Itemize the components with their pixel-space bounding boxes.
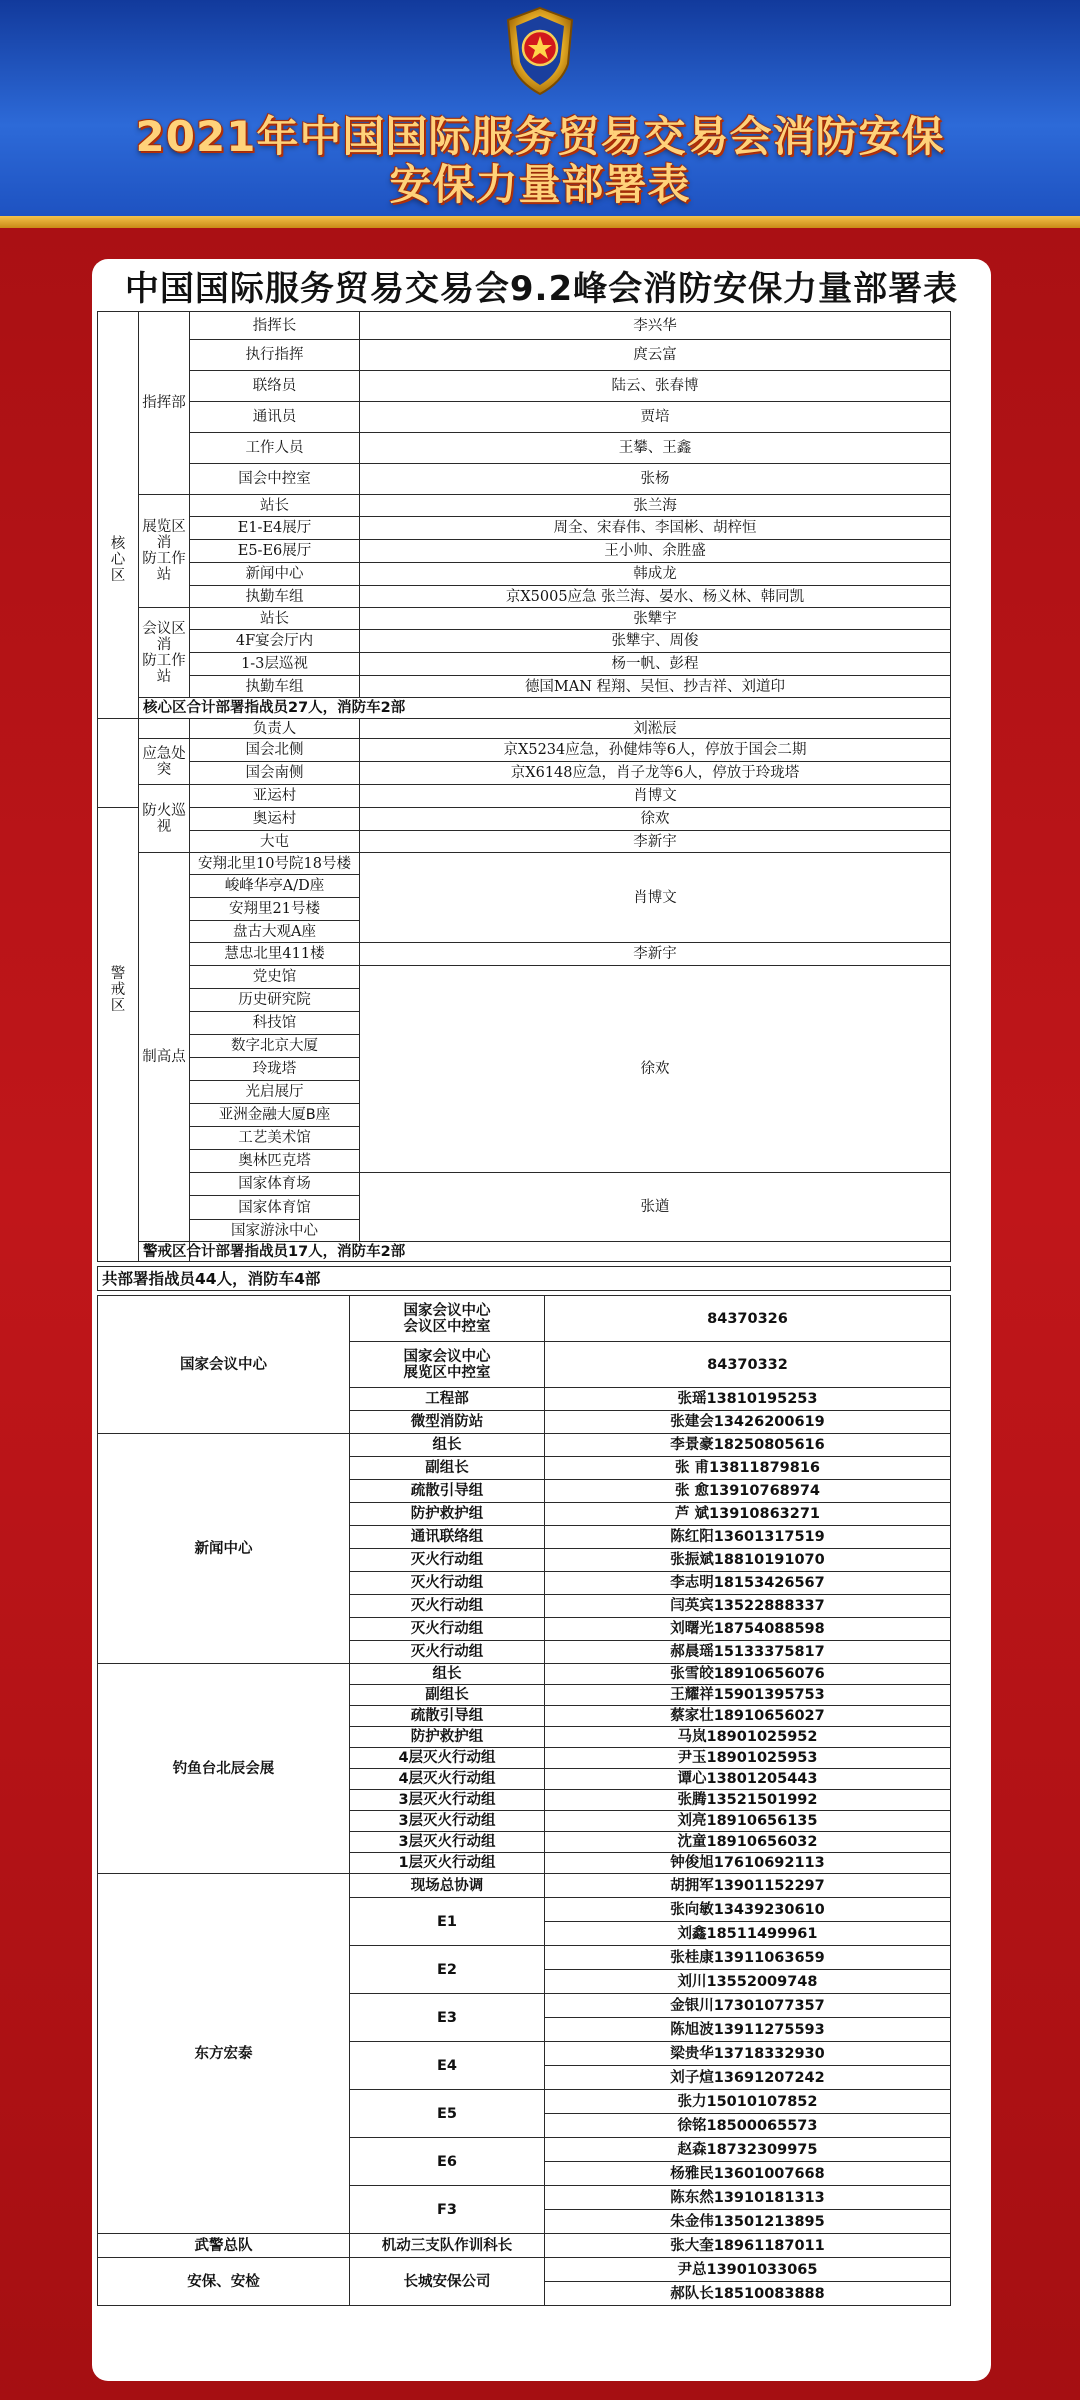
- fire-rescue-emblem-icon: [502, 6, 578, 96]
- personnel-value: 周全、宋春伟、李国彬、胡梓恒: [359, 516, 951, 540]
- position-label: 通讯员: [189, 401, 360, 433]
- group-label: 会议区消 防工作站: [138, 607, 190, 698]
- personnel-value: 韩成龙: [359, 562, 951, 586]
- position-label: 党史馆: [189, 965, 360, 989]
- contact-role: 微型消防站: [349, 1410, 545, 1434]
- contact-value: 张建会13426200619: [544, 1410, 951, 1434]
- contact-group-label: 武警总队: [97, 2233, 350, 2258]
- header-title-line-1: 2021年中国国际服务贸易交易会消防安保: [135, 112, 945, 161]
- contact-value: 赵森18732309975: [544, 2137, 951, 2162]
- document-title: 中国国际服务贸易交易会9.2峰会消防安保力量部署表: [124, 269, 959, 309]
- position-label: 慧忠北里411楼: [189, 942, 360, 966]
- deployment-table: [92, 259, 991, 2381]
- group-label: 应急处突: [138, 738, 190, 785]
- contact-value: 陈东然13910181313: [544, 2185, 951, 2210]
- contact-value: 郝晨瑶15133375817: [544, 1640, 951, 1664]
- deployment-table-card: [92, 259, 991, 2381]
- position-label: 盘古大观A座: [189, 920, 360, 943]
- contact-role: 3层灭火行动组: [349, 1831, 545, 1853]
- header-title-line-2: 安保力量部署表: [389, 160, 691, 209]
- contact-group-label: 东方宏泰: [97, 1873, 350, 2234]
- contact-value: 郝队长18510083888: [544, 2281, 951, 2306]
- personnel-value: 李兴华: [359, 311, 951, 340]
- contact-group-label: 钓鱼台北辰会展: [97, 1663, 350, 1874]
- position-label: 历史研究院: [189, 988, 360, 1012]
- contact-role: E5: [349, 2089, 545, 2138]
- subtotal-row: 核心区合计部署指战员27人，消防车2部: [138, 697, 951, 719]
- position-label: 执勤车组: [189, 675, 360, 698]
- contact-role: 国家会议中心 展览区中控室: [349, 1341, 545, 1388]
- position-label: 国家游泳中心: [189, 1219, 360, 1242]
- contact-value: 杨雅民13601007668: [544, 2161, 951, 2186]
- position-label: 峻峰华亭A/D座: [189, 874, 360, 898]
- contact-value: 谭心13801205443: [544, 1768, 951, 1790]
- personnel-value: 张兰海: [359, 494, 951, 517]
- contact-value: 胡拥军13901152297: [544, 1873, 951, 1898]
- contact-role: 疏散引导组: [349, 1705, 545, 1727]
- contact-role: 灭火行动组: [349, 1571, 545, 1595]
- position-label: 国会南侧: [189, 761, 360, 785]
- position-label: 国家体育馆: [189, 1195, 360, 1220]
- contact-value: 张大奎18961187011: [544, 2233, 951, 2258]
- contact-value: 尹总13901033065: [544, 2257, 951, 2282]
- position-label: 执勤车组: [189, 585, 360, 608]
- contact-role: E1: [349, 1897, 545, 1946]
- contact-role: 组长: [349, 1433, 545, 1457]
- contact-role: 工程部: [349, 1387, 545, 1411]
- position-label: 执行指挥: [189, 339, 360, 371]
- personnel-value: 肖博文: [359, 784, 951, 808]
- contact-value: 闫英宾13522888337: [544, 1594, 951, 1618]
- position-label: 玲珑塔: [189, 1057, 360, 1081]
- position-label: 指挥长: [189, 311, 360, 340]
- contact-role: 防护救护组: [349, 1502, 545, 1526]
- contact-role: 4层灭火行动组: [349, 1747, 545, 1769]
- contact-role: 机动三支队作训科长: [349, 2233, 545, 2258]
- contact-value: 王耀祥15901395753: [544, 1684, 951, 1706]
- contact-role: 副组长: [349, 1684, 545, 1706]
- contact-value: 陈红阳13601317519: [544, 1525, 951, 1549]
- zone-label: 核 心 区: [97, 311, 139, 808]
- personnel-value: 张犨宇: [359, 607, 951, 630]
- position-label: 安翔里21号楼: [189, 897, 360, 921]
- position-label: 站长: [189, 607, 360, 630]
- position-label: 国会北侧: [189, 738, 360, 762]
- contact-value: 朱金伟13501213895: [544, 2209, 951, 2234]
- position-label: E5-E6展厅: [189, 539, 360, 563]
- contact-value: 刘川13552009748: [544, 1969, 951, 1994]
- position-label: 科技馆: [189, 1011, 360, 1035]
- contact-value: 刘亮18910656135: [544, 1810, 951, 1832]
- personnel-value: 李新宇: [359, 830, 951, 853]
- contact-value: 马岚18901025952: [544, 1726, 951, 1748]
- contact-role: 4层灭火行动组: [349, 1768, 545, 1790]
- contact-role: 灭火行动组: [349, 1548, 545, 1572]
- contact-value: 刘子煊13691207242: [544, 2065, 951, 2090]
- contact-role: 长城安保公司: [349, 2257, 545, 2306]
- contact-value: 张 愈13910768974: [544, 1479, 951, 1503]
- contact-value: 刘鑫18511499961: [544, 1921, 951, 1946]
- contact-value: 芦 斌13910863271: [544, 1502, 951, 1526]
- contact-role: 灭火行动组: [349, 1617, 545, 1641]
- contact-role: 现场总协调: [349, 1873, 545, 1898]
- personnel-value: 京X5005应急 张兰海、晏水、杨义林、韩同凯: [359, 585, 951, 608]
- contact-value: 金银川17301077357: [544, 1993, 951, 2018]
- total-summary-row: 共部署指战员44人，消防车4部: [97, 1266, 951, 1291]
- group-label: 制高点: [138, 852, 190, 1262]
- contact-value: 张雪皎18910656076: [544, 1663, 951, 1685]
- header-banner: [0, 0, 1080, 228]
- contact-value: 钟俊旭17610692113: [544, 1852, 951, 1874]
- contact-value: 张力15010107852: [544, 2089, 951, 2114]
- personnel-value: 王小帅、余胜盛: [359, 539, 951, 563]
- contact-role: E3: [349, 1993, 545, 2042]
- contact-value: 张振斌18810191070: [544, 1548, 951, 1572]
- contact-role: 3层灭火行动组: [349, 1789, 545, 1811]
- contact-value: 张 甫13811879816: [544, 1456, 951, 1480]
- position-label: 安翔北里10号院18号楼: [189, 852, 360, 875]
- contact-group-label: 新闻中心: [97, 1433, 350, 1664]
- position-label: 奥林匹克塔: [189, 1149, 360, 1173]
- personnel-value: 德国MAN 程翔、吴恒、抄吉祥、刘道印: [359, 675, 951, 698]
- contact-role: E4: [349, 2041, 545, 2090]
- contact-value: 84370332: [544, 1341, 951, 1388]
- personnel-value: 刘淞辰: [359, 718, 951, 739]
- contact-role: 组长: [349, 1663, 545, 1685]
- contact-role: 灭火行动组: [349, 1640, 545, 1664]
- contact-value: 李志明18153426567: [544, 1571, 951, 1595]
- contact-value: 蔡家壮18910656027: [544, 1705, 951, 1727]
- personnel-value: 张遒: [359, 1172, 951, 1242]
- personnel-value: 京X6148应急，肖子龙等6人，停放于玲珑塔: [359, 761, 951, 785]
- position-label: E1-E4展厅: [189, 516, 360, 540]
- contact-role: E2: [349, 1945, 545, 1994]
- position-label: 负责人: [189, 718, 360, 739]
- personnel-value: 徐欢: [359, 807, 951, 831]
- position-label: 工作人员: [189, 432, 360, 464]
- contact-role: 国家会议中心 会议区中控室: [349, 1295, 545, 1342]
- position-label: 数字北京大厦: [189, 1034, 360, 1058]
- contact-value: 梁贵华13718332930: [544, 2041, 951, 2066]
- personnel-value: 陆云、张春博: [359, 370, 951, 402]
- group-label: 防火巡视: [138, 784, 190, 853]
- group-label: [138, 718, 190, 739]
- contact-value: 张向敏13439230610: [544, 1897, 951, 1922]
- position-label: 站长: [189, 494, 360, 517]
- contact-value: 李景豪18250805616: [544, 1433, 951, 1457]
- contact-value: 张瑶13810195253: [544, 1387, 951, 1411]
- personnel-value: 张犨宇、周俊: [359, 629, 951, 653]
- personnel-value: 徐欢: [359, 965, 951, 1173]
- contact-role: 1层灭火行动组: [349, 1852, 545, 1874]
- personnel-value: 李新宇: [359, 942, 951, 966]
- contact-value: 沈童18910656032: [544, 1831, 951, 1853]
- position-label: 大屯: [189, 830, 360, 853]
- position-label: 国会中控室: [189, 463, 360, 495]
- contact-role: 副组长: [349, 1456, 545, 1480]
- contact-value: 张桂康13911063659: [544, 1945, 951, 1970]
- personnel-value: 庹云富: [359, 339, 951, 371]
- personnel-value: 肖博文: [359, 852, 951, 943]
- position-label: 亚洲金融大厦B座: [189, 1103, 360, 1127]
- position-label: 奥运村: [189, 807, 360, 831]
- contact-role: 疏散引导组: [349, 1479, 545, 1503]
- contact-value: 张腾13521501992: [544, 1789, 951, 1811]
- group-label: 指挥部: [138, 311, 190, 495]
- position-label: 联络员: [189, 370, 360, 402]
- subtotal-row: 警戒区合计部署指战员17人，消防车2部: [138, 1241, 951, 1262]
- position-label: 亚运村: [189, 784, 360, 808]
- contact-role: 灭火行动组: [349, 1594, 545, 1618]
- contact-value: 84370326: [544, 1295, 951, 1342]
- personnel-value: 贾培: [359, 401, 951, 433]
- zone-label: 警 戒 区: [97, 718, 139, 1262]
- position-label: 国家体育场: [189, 1172, 360, 1196]
- personnel-value: 王攀、王鑫: [359, 432, 951, 464]
- contact-value: 徐铭18500065573: [544, 2113, 951, 2138]
- contact-role: 3层灭火行动组: [349, 1810, 545, 1832]
- group-label: 展览区消 防工作站: [138, 494, 190, 608]
- position-label: 新闻中心: [189, 562, 360, 586]
- contact-role: 防护救护组: [349, 1726, 545, 1748]
- position-label: 工艺美术馆: [189, 1126, 360, 1150]
- contact-value: 尹玉18901025953: [544, 1747, 951, 1769]
- contact-role: F3: [349, 2185, 545, 2234]
- contact-value: 陈旭波13911275593: [544, 2017, 951, 2042]
- contact-group-label: 国家会议中心: [97, 1295, 350, 1434]
- position-label: 光启展厅: [189, 1080, 360, 1104]
- contact-role: E6: [349, 2137, 545, 2186]
- position-label: 4F宴会厅内: [189, 629, 360, 653]
- contact-group-label: 安保、安检: [97, 2257, 350, 2306]
- position-label: 1-3层巡视: [189, 652, 360, 676]
- contact-value: 刘曙光18754088598: [544, 1617, 951, 1641]
- personnel-value: 杨一帆、彭程: [359, 652, 951, 676]
- personnel-value: 京X5234应急，孙健炜等6人，停放于国会二期: [359, 738, 951, 762]
- contact-role: 通讯联络组: [349, 1525, 545, 1549]
- personnel-value: 张杨: [359, 463, 951, 495]
